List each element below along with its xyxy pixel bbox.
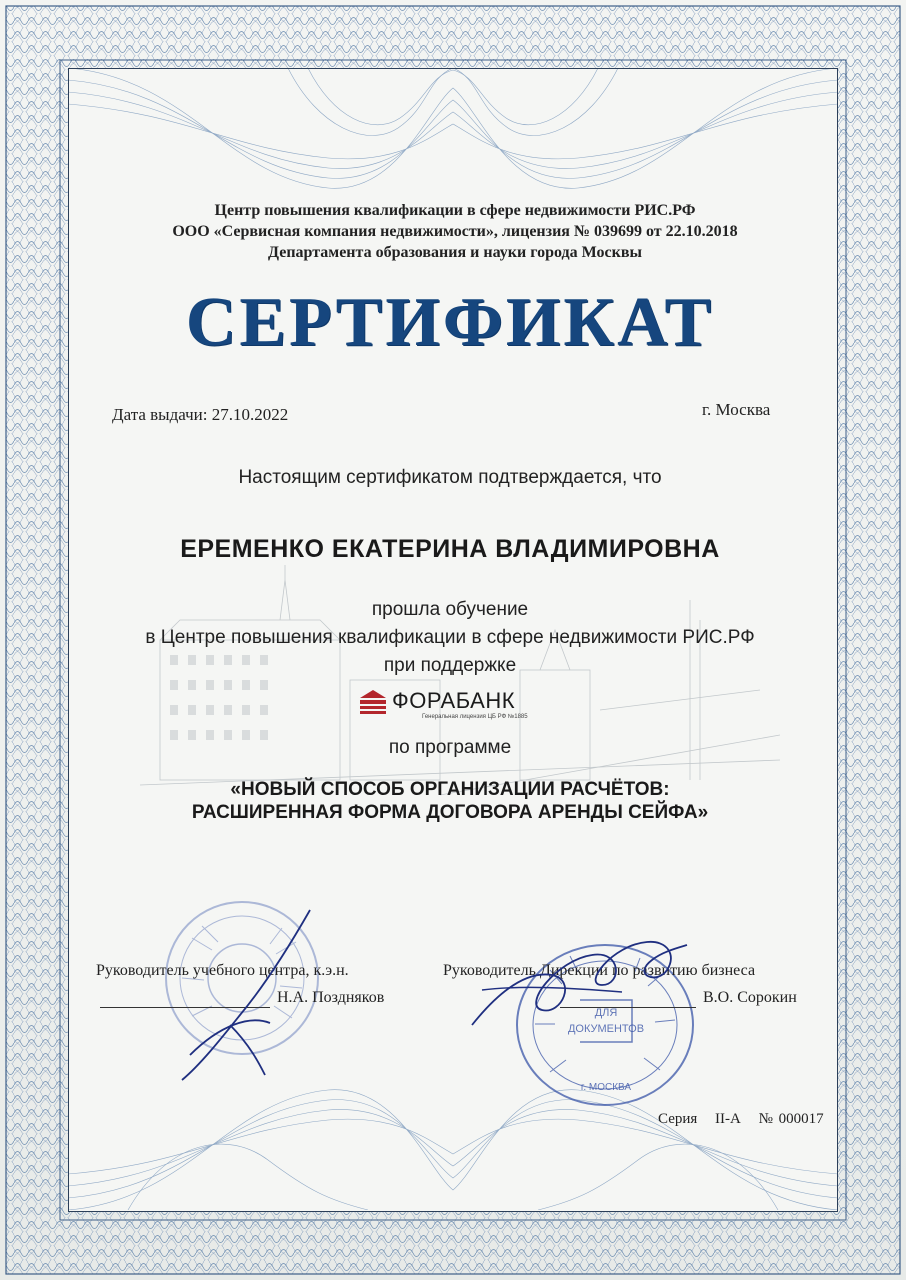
program-label: по программе [388, 737, 512, 758]
forabank-logo-icon [360, 690, 386, 714]
program-name-line-2: РАСШИРЕННАЯ ФОРМА ДОГОВОРА АРЕНДЫ СЕЙФА» [191, 802, 709, 823]
issue-city: г. Москва [702, 400, 771, 419]
certificate-title: СЕРТИФИКАТ [185, 284, 715, 361]
stamp-city: г. МОСКВА [580, 1082, 632, 1093]
trained-line-3: при поддержке [383, 655, 517, 676]
stamp-center-line-1: ДЛЯ [594, 1007, 618, 1019]
left-signatory-name: Н.А. Поздняков [277, 989, 385, 1006]
trained-line-1: прошла обучение [371, 599, 529, 620]
header-line-1: Центр повышения квалификации в сфере недвижимости РИС.РФ [214, 202, 696, 219]
forabank-logo [360, 688, 560, 728]
confirmation-text: Настоящим сертификатом подтверждается, что [238, 467, 662, 488]
trained-line-2: в Центре повышения квалификации в сфере недвижимости РИС.РФ [145, 627, 755, 648]
forabank-license: Генеральная лицензия ЦБ РФ №1885 [422, 714, 528, 720]
issue-date: Дата выдачи: 27.10.2022 [112, 405, 289, 424]
training-statement [80, 596, 820, 680]
left-handwritten-signature [170, 905, 330, 1085]
header-line-3: Департамента образования и науки города Москвы [268, 244, 642, 261]
program-name-line-1: «НОВЫЙ СПОСОБ ОРГАНИЗАЦИИ РАСЧЁТОВ: [230, 779, 670, 800]
issuer-header [120, 200, 790, 263]
forabank-logo-text: ФОРАБАНК [392, 688, 516, 713]
program-name [100, 778, 800, 824]
left-signatory-title: Руководитель учебного центра, к.э.н. [96, 962, 349, 979]
stamp-center-line-2: ДОКУМЕНТОВ [567, 1023, 645, 1035]
series-value: II-А [715, 1111, 741, 1127]
right-signatory-name: В.О. Сорокин [703, 989, 797, 1006]
right-signatory-title: Руководитель Дирекции по развитию бизнеса [443, 962, 756, 979]
right-handwritten-signature [462, 930, 692, 1040]
series-label: Серия [658, 1111, 698, 1127]
certificate-number: № 000017 [758, 1111, 824, 1127]
series-number [658, 1111, 836, 1128]
header-line-2: ООО «Сервисная компания недвижимости», лицензия № 039699 от 22.10.2018 [172, 223, 738, 240]
recipient-name: ЕРЕМЕНКО ЕКАТЕРИНА ВЛАДИМИРОВНА [180, 535, 720, 563]
